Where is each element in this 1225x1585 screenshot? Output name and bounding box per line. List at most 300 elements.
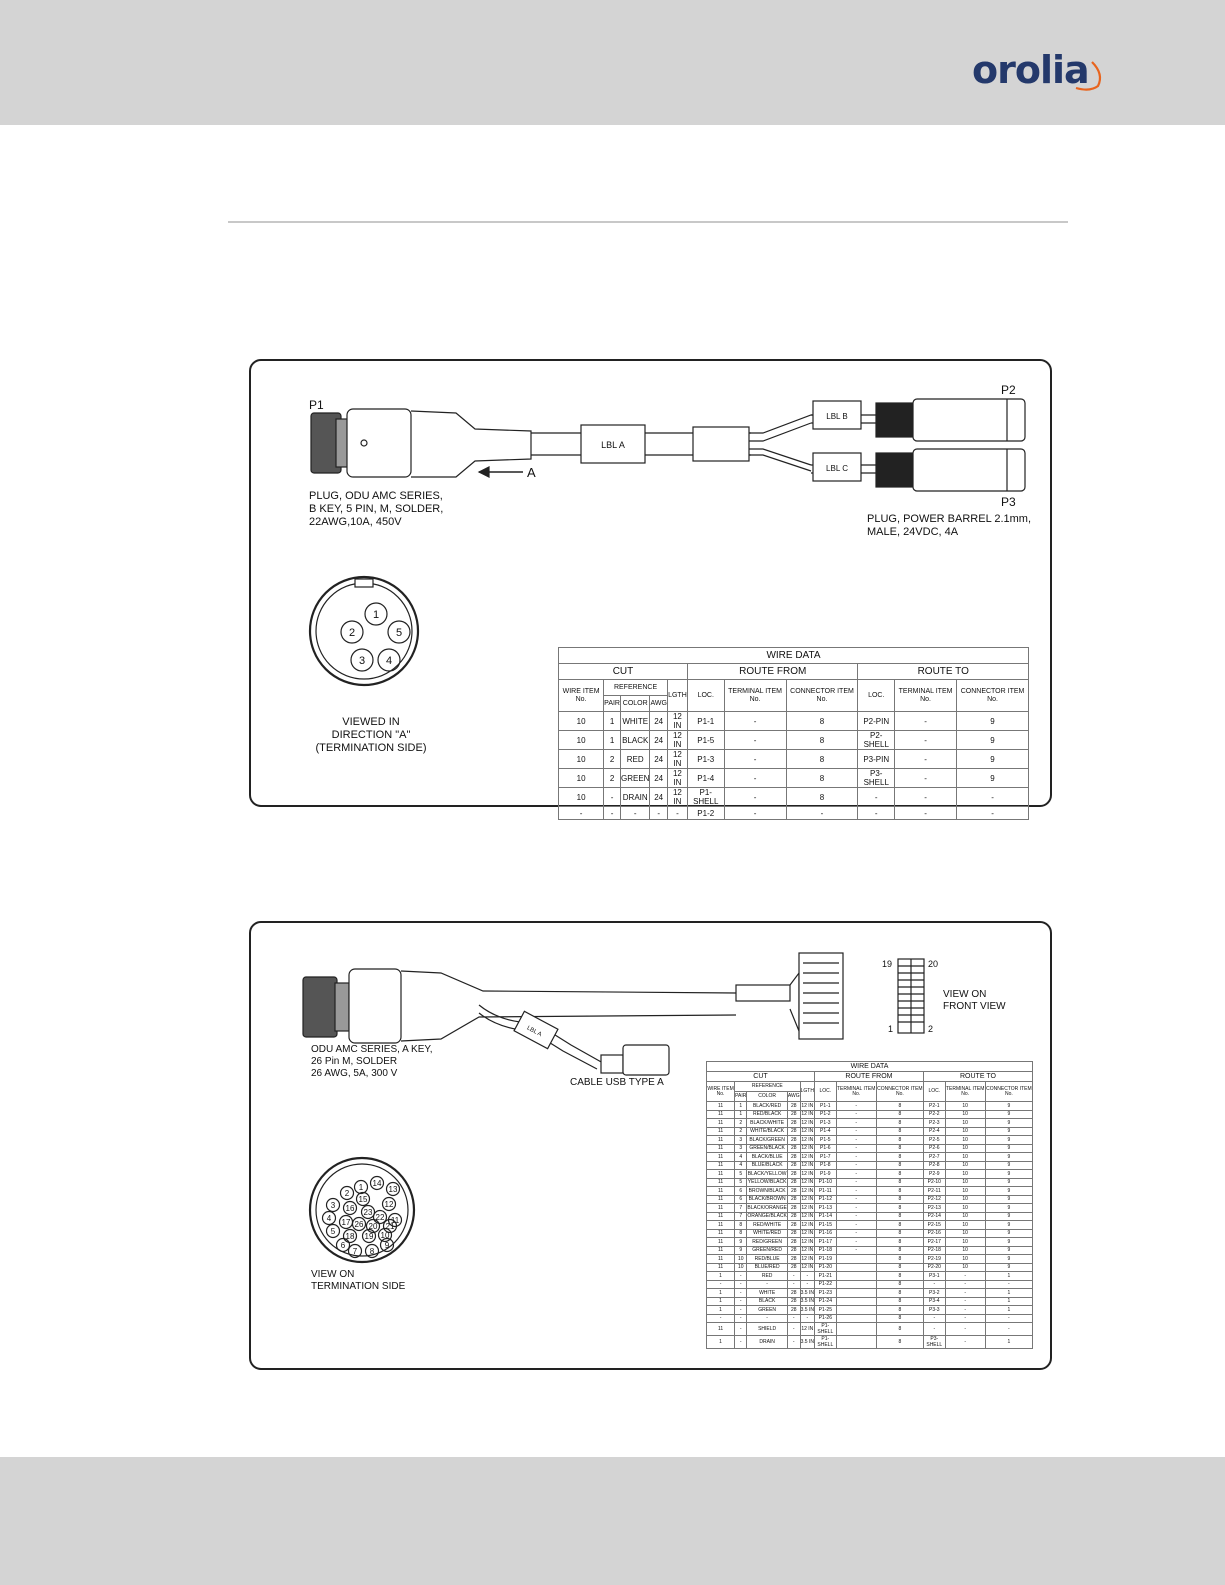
table-cell: 3 [735,1136,747,1145]
table-cell: 11 [707,1229,735,1238]
table-cell: 9 [985,1238,1032,1247]
table-cell: - [621,807,650,820]
table-cell: 10 [945,1229,985,1238]
pin-label: 6 [340,1241,346,1250]
table-cell: - [895,712,957,731]
table-cell: 9 [957,769,1029,788]
table-cell: - [787,1280,800,1289]
table-cell: - [747,1280,787,1289]
table-cell: 8 [876,1306,923,1315]
pin-label: 3 [330,1201,336,1210]
table-cell: 8 [735,1229,747,1238]
table-cell: - [895,750,957,769]
table-cell: - [836,1127,876,1136]
table-cell: 28 [787,1221,800,1230]
table-cell [836,1280,876,1289]
table-cell: 9 [735,1238,747,1247]
pin-label: 19 [364,1232,374,1241]
table-cell: - [559,807,604,820]
table-cell: 2 [604,769,621,788]
table-cell: 12 IN [801,1136,814,1143]
table-cell: 28 [787,1255,800,1264]
table-cell: 10 [559,788,604,807]
table-cell [836,1336,876,1349]
table-cell: 28 [787,1229,800,1238]
table-cell: 12 IN [801,1162,814,1169]
table-cell: - [895,807,957,820]
table-cell: - [836,1187,876,1196]
table-row [559,807,1029,820]
col-header: REFERENCE [735,1082,801,1092]
table-cell: 10 [945,1255,985,1264]
table-cell: 9 [985,1212,1032,1221]
table-cell: - [707,1280,735,1289]
table-cell: P2-12 [923,1195,945,1204]
table-row [707,1238,1033,1247]
pin-label: 20 [368,1222,378,1231]
table-row [707,1297,1033,1306]
table-cell: - [945,1280,985,1289]
pin-label: 15 [358,1195,368,1204]
table-row [707,1144,1033,1153]
table-cell: 8 [786,731,858,750]
table-cell: 9 [985,1127,1032,1136]
table-cell: P1-12 [814,1195,836,1204]
pin-number: 2 [928,1024,934,1034]
table-cell: P1-20 [814,1263,836,1272]
table-cell: 12 IN [801,1196,814,1203]
table-cell: P1-1 [687,712,724,731]
table-cell: 11 [707,1178,735,1187]
table-cell: 28 [787,1170,800,1179]
table-cell: 3.5 IN [800,1336,814,1349]
group-cut: CUT [707,1072,815,1082]
table-cell: - [667,807,687,820]
table-cell: 9 [957,750,1029,769]
table-cell: P2-17 [923,1238,945,1247]
table-cell: 28 [787,1144,800,1153]
pin-number: 20 [928,959,939,969]
table-cell: 12 IN [801,1111,814,1118]
table-cell: 24 [650,750,667,769]
table-cell: BLACK/YELLOW [747,1170,787,1177]
table-cell: 10 [945,1221,985,1230]
table-row [707,1263,1033,1272]
table-cell: - [786,807,858,820]
table-cell: P1-14 [814,1212,836,1221]
table-cell: 11 [707,1153,735,1162]
table-cell: 1 [707,1336,735,1349]
table-cell: P2-5 [923,1136,945,1145]
col-header: TERMINAL ITEM No. [895,680,957,712]
pin-label: 2 [348,627,356,639]
wire-data-rows [559,712,1029,820]
table-cell: 10 [559,712,604,731]
table-cell: 2 [735,1127,747,1136]
table-cell: 8 [876,1272,923,1281]
table-cell: P2-11 [923,1187,945,1196]
table-cell: - [945,1323,985,1336]
table-cell: 7 [735,1212,747,1221]
table-cell: P1-7 [814,1153,836,1162]
table-cell: 9 [957,731,1029,750]
pin-label: 4 [385,655,393,667]
table-cell: WHITE [747,1289,787,1298]
table-cell: P1-5 [687,731,724,750]
table-row [707,1170,1033,1179]
table-cell: 24 [650,712,667,731]
table-cell: 28 [787,1297,800,1306]
page-header [0,0,1225,125]
pin-label: 5 [395,627,403,639]
table-cell: 5 [735,1178,747,1187]
logo-swoosh-icon [0,0,1225,125]
table-cell: 8 [876,1178,923,1187]
table-cell: 9 [985,1119,1032,1128]
pin-label: 12 [384,1200,394,1209]
pin-label: 18 [345,1232,355,1241]
group-route-to: ROUTE TO [858,664,1029,680]
table-cell: GREEN/RED [747,1246,787,1255]
table-cell: - [836,1178,876,1187]
table-cell: P2-13 [923,1204,945,1213]
table-cell: 8 [876,1187,923,1196]
table-row [707,1306,1033,1315]
table-cell: - [836,1204,876,1213]
table-cell: GREEN/BLACK [747,1144,787,1153]
table-cell: - [836,1212,876,1221]
pin-label: 8 [369,1247,375,1256]
table-cell: P2-15 [923,1221,945,1230]
table-cell: DRAIN [747,1336,787,1349]
table-cell: - [724,731,786,750]
table-cell: 11 [707,1119,735,1128]
table-cell: 1 [985,1306,1032,1315]
table-cell: 3.5 IN [800,1289,814,1296]
table-cell: P1-3 [687,750,724,769]
table-cell: P1-24 [814,1297,836,1306]
table-cell: P1-5 [814,1136,836,1145]
table-cell: P1-2 [814,1110,836,1119]
table-cell: P2-18 [923,1246,945,1255]
table-cell: - [923,1280,945,1289]
table-cell: - [724,807,786,820]
table-row [707,1246,1033,1255]
pin-label: 1 [358,1183,364,1192]
table-cell: - [985,1314,1032,1323]
table-cell: 10 [559,769,604,788]
table-cell: - [836,1238,876,1247]
table-cell: 9 [985,1110,1032,1119]
table-cell: 10 [945,1127,985,1136]
table-cell: - [836,1153,876,1162]
table-cell: 1 [735,1110,747,1119]
table-cell: - [747,1314,787,1323]
table-cell: BLACK [621,731,650,750]
table-cell: 8 [876,1246,923,1255]
table-row [707,1204,1033,1213]
table-cell: P2-2 [923,1110,945,1119]
table-row [559,769,1029,788]
table-cell: 11 [707,1246,735,1255]
table-row [707,1221,1033,1230]
termination-view-caption: VIEW ON TERMINATION SIDE [311,1269,406,1292]
table-cell: 8 [876,1102,923,1111]
table-cell: 28 [787,1136,800,1145]
cable-drawing-1 [249,359,1052,818]
table-cell: - [985,1323,1032,1336]
table-cell: RED/GREEN [747,1238,787,1247]
table-cell: 10 [945,1212,985,1221]
table-cell: 4 [735,1161,747,1170]
pin-label: 11 [390,1216,400,1225]
table-cell: - [836,1170,876,1179]
page-footer [0,1457,1225,1585]
cable-drawing-2 [249,921,1052,1370]
table-cell: 12 IN [801,1213,814,1220]
table-cell: - [923,1323,945,1336]
col-header: LOC. [858,680,895,712]
table-cell: P1-23 [814,1289,836,1298]
table-cell: 28 [787,1187,800,1196]
table-cell: 8 [876,1161,923,1170]
table-row [707,1195,1033,1204]
table-cell: 28 [787,1263,800,1272]
table-cell: 9 [985,1102,1032,1111]
table-cell: 28 [787,1153,800,1162]
table-cell: - [858,807,895,820]
table-row [707,1136,1033,1145]
table-cell: 8 [876,1127,923,1136]
table-cell: - [836,1102,876,1111]
pin-label: 22 [375,1213,385,1222]
table-cell: 10 [945,1119,985,1128]
table-cell: 12 IN [801,1204,814,1211]
table-cell: P1-6 [814,1144,836,1153]
col-header: LGTH [667,680,687,712]
table-cell: 9 [985,1246,1032,1255]
table-row [707,1289,1033,1298]
table-cell: 10 [945,1110,985,1119]
table-cell: - [800,1272,814,1281]
table-cell: 28 [787,1204,800,1213]
table-cell: P3-SHELL [858,769,895,788]
table-cell [836,1255,876,1264]
pin-label: 5 [330,1227,336,1236]
table-row [707,1212,1033,1221]
table-row [707,1272,1033,1281]
table-cell: 3 [735,1144,747,1153]
col-header: REFERENCE [604,680,668,696]
table-cell: 10 [735,1255,747,1264]
table-cell: 1 [707,1297,735,1306]
table-cell: P2-4 [923,1127,945,1136]
pin-label: 16 [345,1204,355,1213]
table-cell: 6 [735,1195,747,1204]
table-cell: YELLOW/BLACK [747,1179,787,1186]
table-cell: 10 [945,1161,985,1170]
table-cell: - [945,1306,985,1315]
table-cell: 6 [735,1187,747,1196]
table-cell: 12 IN [801,1238,814,1245]
table-cell: - [735,1272,747,1281]
table-cell: - [985,1280,1032,1289]
pin-label: 14 [372,1179,382,1188]
col-header: AWG [650,696,667,712]
table-row [707,1178,1033,1187]
table-cell: 4 [735,1153,747,1162]
table-cell: 8 [876,1336,923,1349]
plug-barrel-description: PLUG, POWER BARREL 2.1mm, MALE, 24VDC, 4A [867,513,1032,538]
table-cell: 8 [876,1204,923,1213]
table-cell: - [735,1306,747,1315]
table-row [707,1153,1033,1162]
table-cell: - [735,1336,747,1349]
table-cell: P2-7 [923,1153,945,1162]
table-cell: 9 [985,1204,1032,1213]
table-cell: P1-4 [687,769,724,788]
table-cell: P2-6 [923,1144,945,1153]
table-cell: - [895,788,957,807]
table-cell: BLUE/BLACK [747,1161,787,1170]
table-cell: P2-8 [923,1161,945,1170]
table-cell: P1-SHELL [814,1336,836,1349]
table-cell: 11 [707,1263,735,1272]
table-cell: 9 [985,1136,1032,1145]
table-cell: 10 [945,1263,985,1272]
table-cell: RED [621,750,650,769]
table-cell: - [735,1280,747,1289]
table-cell: P1-11 [814,1187,836,1196]
table-cell: 8 [876,1221,923,1230]
table-cell: P1-16 [814,1229,836,1238]
table-cell: 10 [559,731,604,750]
table-cell: P1-3 [814,1119,836,1128]
table-cell: 10 [945,1153,985,1162]
table-cell: 10 [945,1246,985,1255]
table-cell: 10 [735,1263,747,1272]
table-cell: - [724,769,786,788]
table-cell: 11 [707,1136,735,1145]
table-cell: P2-14 [923,1212,945,1221]
table-cell: 11 [707,1102,735,1111]
table-cell: 28 [787,1306,800,1315]
table-cell: 12 IN [801,1247,814,1254]
table-cell: DRAIN [621,788,650,807]
table-cell: 9 [985,1195,1032,1204]
table-row [559,731,1029,750]
table-cell: 12 IN [801,1264,814,1271]
pin-label: 9 [384,1241,390,1250]
table-cell: - [895,769,957,788]
table-cell: 12 IN [801,1145,814,1152]
table-cell: 1 [707,1306,735,1315]
col-header: WIRE ITEM No. [707,1082,735,1102]
table-cell: P2-3 [923,1119,945,1128]
table-cell: 12 IN [801,1128,814,1135]
table-cell: 9 [735,1246,747,1255]
table-cell: - [800,1280,814,1289]
wire-data-table [706,1061,1033,1349]
table-cell: 10 [945,1178,985,1187]
table-cell: P2-1 [923,1102,945,1111]
table-cell: 11 [707,1110,735,1119]
table-cell: 1 [735,1102,747,1111]
table-cell: 28 [787,1119,800,1128]
table-cell: 10 [945,1170,985,1179]
table-row [559,750,1029,769]
pin-view-caption: VIEWED IN DIRECTION "A" (TERMINATION SIDE) [315,716,427,754]
table-cell: 11 [707,1170,735,1179]
table-cell: - [787,1272,800,1281]
table-cell: P1-10 [814,1178,836,1187]
pin-label: 17 [341,1218,351,1227]
col-header: CONNECTOR ITEM No. [876,1082,923,1102]
pin-label: 4 [326,1214,332,1223]
group-route-from: ROUTE FROM [814,1072,923,1082]
col-header: CONNECTOR ITEM No. [985,1082,1032,1102]
table-cell: - [800,1314,814,1323]
table-cell: 12 IN [801,1170,814,1177]
table-cell: - [836,1195,876,1204]
table-cell: - [957,807,1029,820]
table-cell: 28 [787,1102,800,1111]
table-row [707,1336,1033,1349]
table-cell: 8 [876,1255,923,1264]
section-divider [228,221,1068,223]
col-header: LGTH [800,1082,814,1102]
wire-data-rows [707,1102,1033,1349]
table-title: WIRE DATA [707,1062,1033,1072]
table-row [707,1280,1033,1289]
table-cell: P2-PIN [858,712,895,731]
table-cell: 11 [707,1221,735,1230]
table-cell: 10 [945,1144,985,1153]
table-cell: 11 [707,1187,735,1196]
table-cell: P1-26 [814,1314,836,1323]
table-cell: BLUE/RED [747,1263,787,1272]
table-cell: 8 [876,1170,923,1179]
table-cell: P2-19 [923,1255,945,1264]
table-cell: 2 [735,1119,747,1128]
table-cell: 1 [604,712,621,731]
table-cell: 8 [786,769,858,788]
table-cell: P1-13 [814,1204,836,1213]
table-row [707,1110,1033,1119]
table-cell: 28 [787,1246,800,1255]
table-cell: BLACK/BLUE [747,1153,787,1162]
table-row [707,1102,1033,1111]
table-cell [836,1297,876,1306]
table-cell: 12 IN [801,1119,814,1126]
label-p3: P3 [1001,495,1016,509]
table-cell: - [604,788,621,807]
table-cell [836,1314,876,1323]
pin-label: 7 [352,1247,358,1256]
table-cell: - [735,1297,747,1306]
table-cell: P2-10 [923,1178,945,1187]
table-cell: 8 [735,1221,747,1230]
table-cell: - [724,712,786,731]
table-cell: 12 IN [667,788,687,807]
label-lbl-b: LBL B [826,412,848,421]
table-cell: 12 IN [667,769,687,788]
table-cell: GREEN [747,1306,787,1315]
table-cell: 12 IN [801,1153,814,1160]
table-cell: - [787,1323,800,1336]
pin-number: 1 [888,1024,894,1034]
table-cell [836,1263,876,1272]
